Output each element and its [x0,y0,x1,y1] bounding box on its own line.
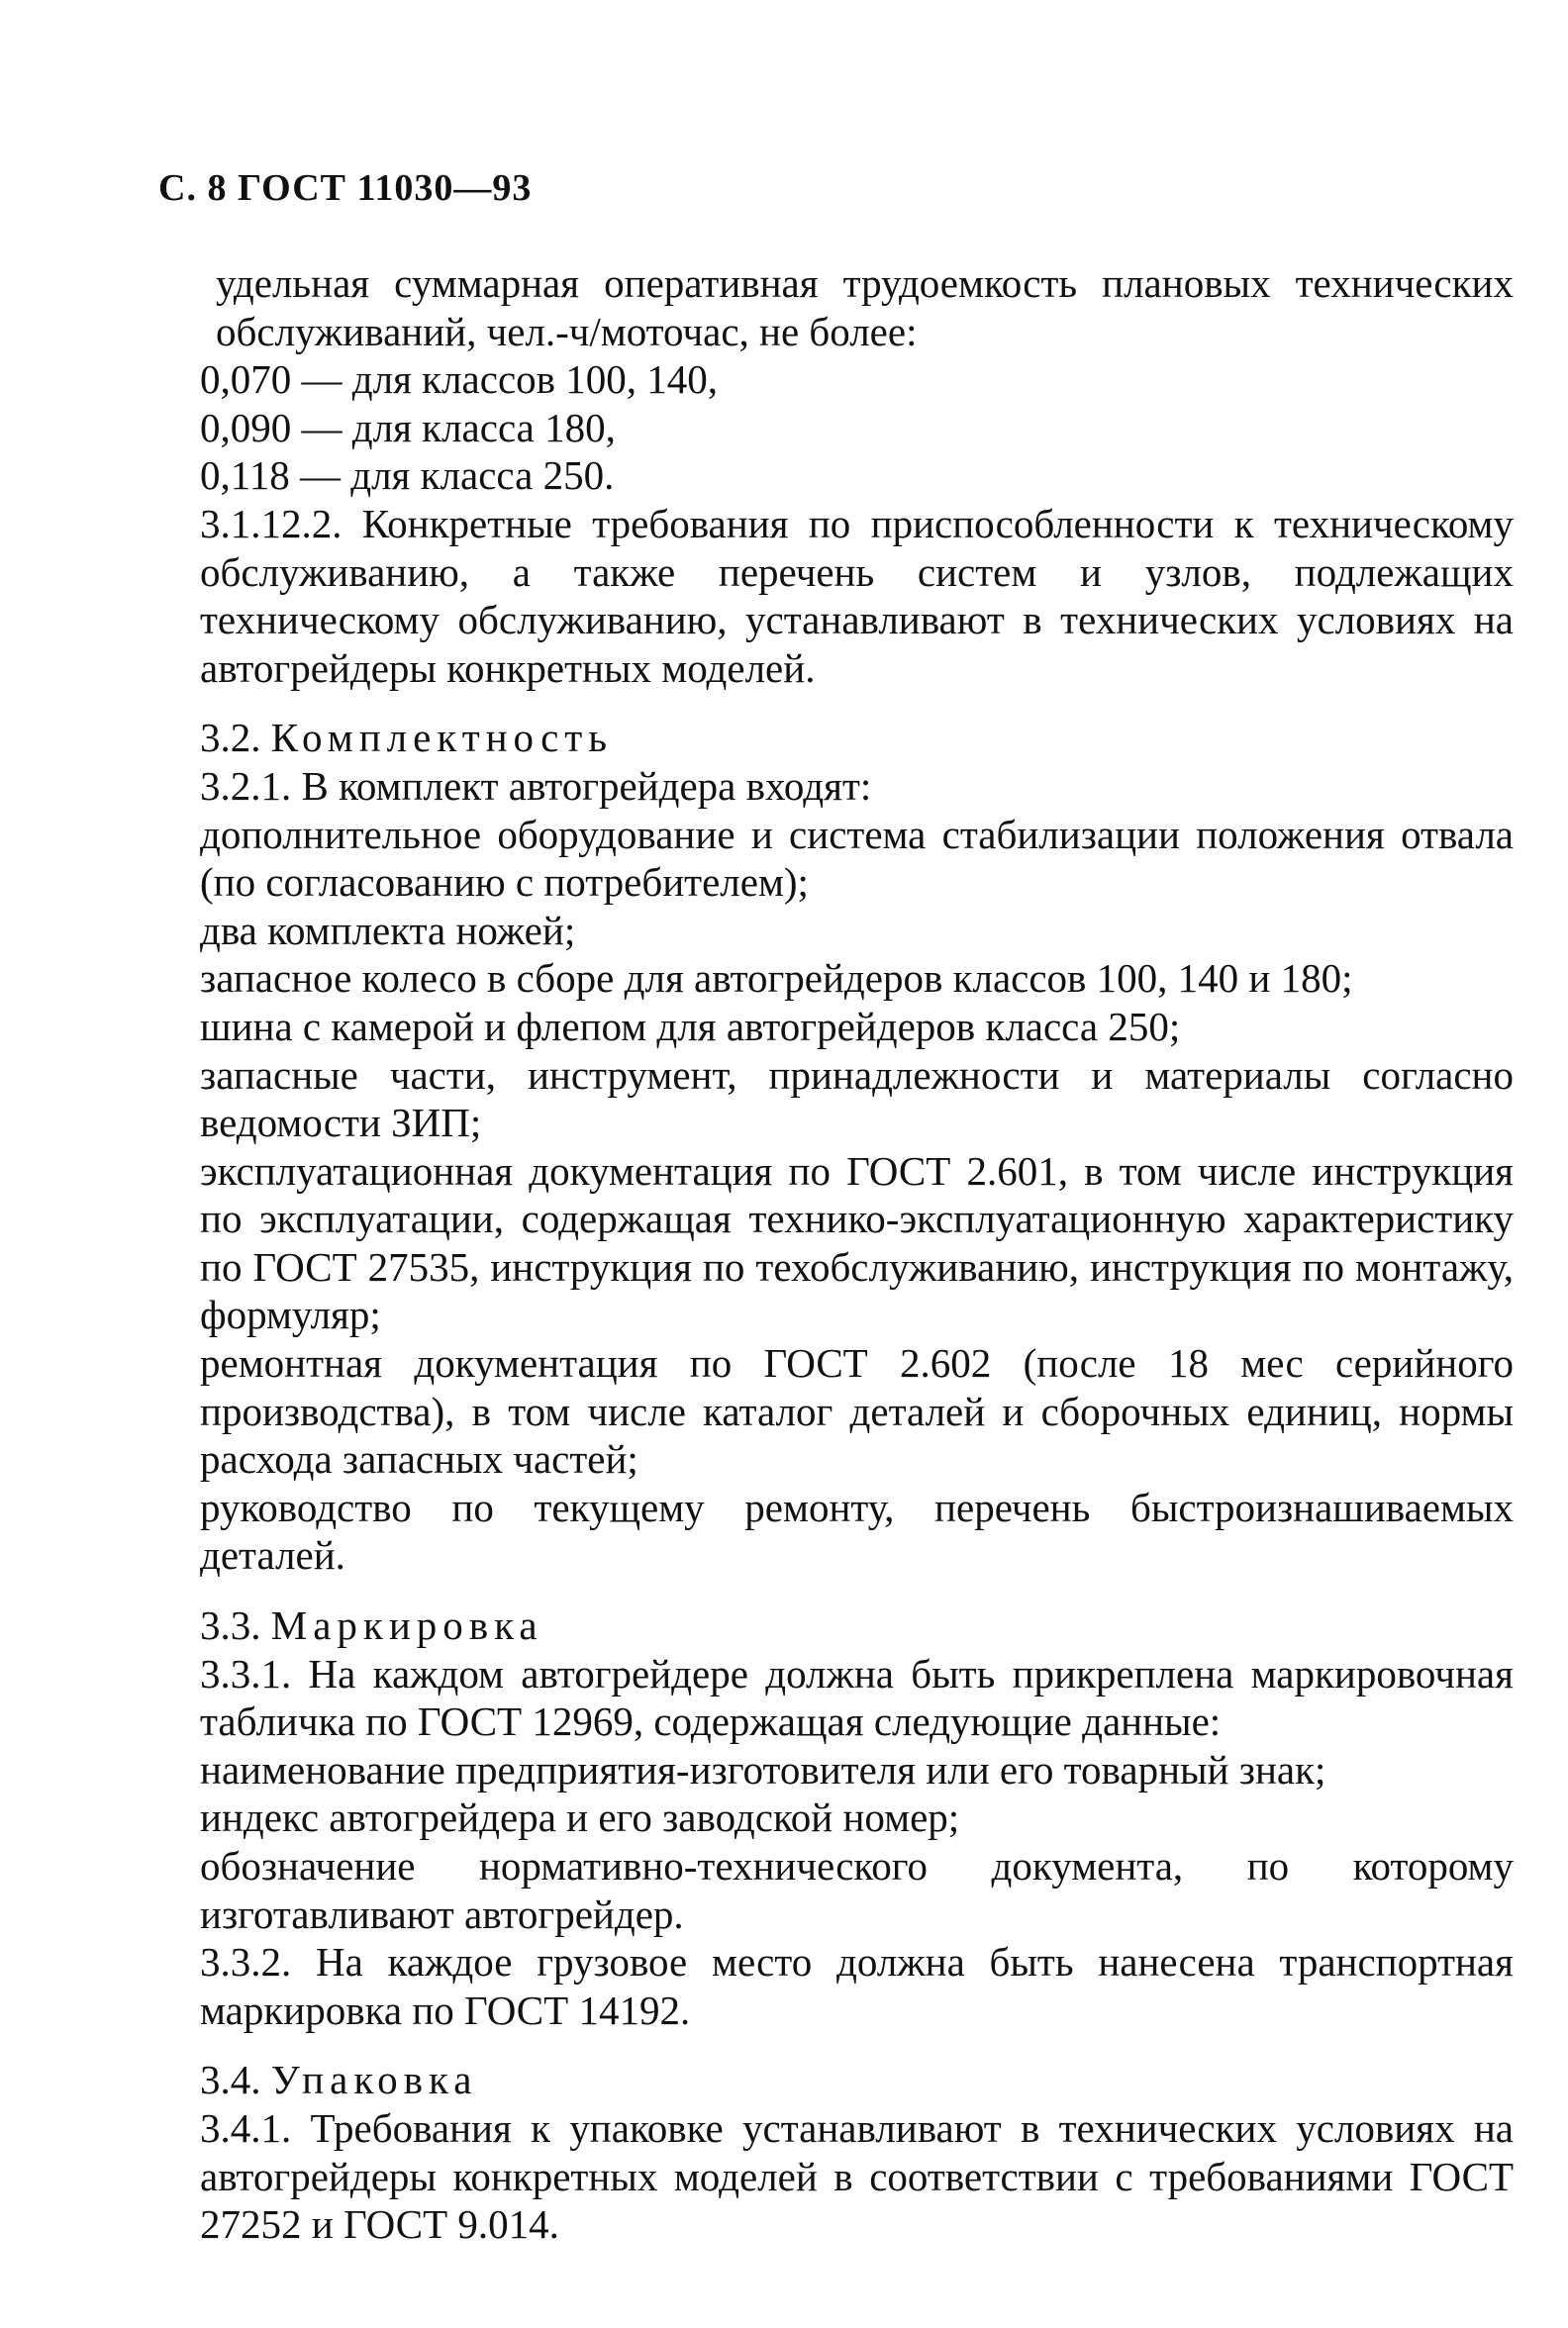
section-title: Упаковка [270,2057,478,2103]
value-line: 0,090 — для класса 180, [200,404,616,450]
paragraph-3-3-2: 3.3.2. На каждое грузовое место должна быть нанесена транспортная маркировка по ГОСТ 14192. [200,1939,1514,2033]
list-item: шина с камерой и флепом для автогрейдеров класса 250; [200,1003,1181,1049]
list-item: запасные части, инструмент, принадлежности и материалы согласно ведомости ЗИП; [200,1051,1514,1146]
document-body [155,259,1514,2249]
section-title: Маркировка [270,1602,543,1649]
section-title: Комплектность [270,715,613,761]
list-item: обозначение нормативно-технического документа, по которому изготавливают автогрейдер. [200,1843,1514,1937]
list-item: наименование предприятия-изготовителя или его товарный знак; [200,1746,1326,1793]
section-heading-3-3 [155,1601,1514,1650]
list-item: запасное колесо в сборе для автогрейдеров классов 100, 140 и 180; [200,955,1353,1002]
section-heading-3-2 [155,714,1514,762]
paragraph-intro: удельная суммарная оперативная трудоемкость плановых технических обслуживаний, чел.-ч/моточас, не более: [216,260,1514,354]
list-item: ремонтная документация по ГОСТ 2.602 (после 18 мес серийного производства), в том числе каталог деталей и сборочных единиц, нормы расхода запасных частей; [200,1340,1514,1483]
section-number: 3.3. [200,1602,261,1649]
value-line: 0,118 — для класса 250. [200,452,615,499]
section-heading-3-4 [155,2056,1514,2104]
section-number: 3.4. [200,2057,261,2103]
list-item: два комплекта ножей; [200,907,576,953]
paragraph-3-1-12-2: 3.1.12.2. Конкретные требования по приспособленности к техническому обслуживанию, а также перечень систем и узлов, подлежащих техническому обслуживанию, устанавливают в технических условиях на автогрейдеры конкретных моделей. [200,500,1514,691]
paragraph-3-4-1: 3.4.1. Требования к упаковке устанавливают в технических условиях на автогрейдеры конкретных моделей в соответствии с требованиями ГОСТ 27252 и ГОСТ 9.014. [200,2104,1514,2248]
paragraph-3-3-1: 3.3.1. На каждом автогрейдере должна быть прикреплена маркировочная табличка по ГОСТ 12969, содержащая следующие данные: [200,1650,1514,1745]
list-item: эксплуатационная документация по ГОСТ 2.601, в том числе инструкция по эксплуатации, содержащая технико-эксплуатационную характеристику по ГОСТ 27535, инструкция по техобслуживанию, инструкция по монтажу, формуляр; [200,1147,1514,1338]
list-item: дополнительное оборудование и система стабилизации положения отвала (по согласованию с потребителем); [200,811,1514,906]
paragraph-3-2-1: 3.2.1. В комплект автогрейдера входят: [200,762,872,809]
list-item: индекс автогрейдера и его заводской номер; [200,1794,960,1841]
list-item: руководство по текущему ремонту, перечень быстроизнашиваемых деталей. [200,1484,1514,1579]
page-header: С. 8 ГОСТ 11030—93 [158,167,533,209]
section-number: 3.2. [200,715,261,761]
value-line: 0,070 — для классов 100, 140, [200,356,719,403]
